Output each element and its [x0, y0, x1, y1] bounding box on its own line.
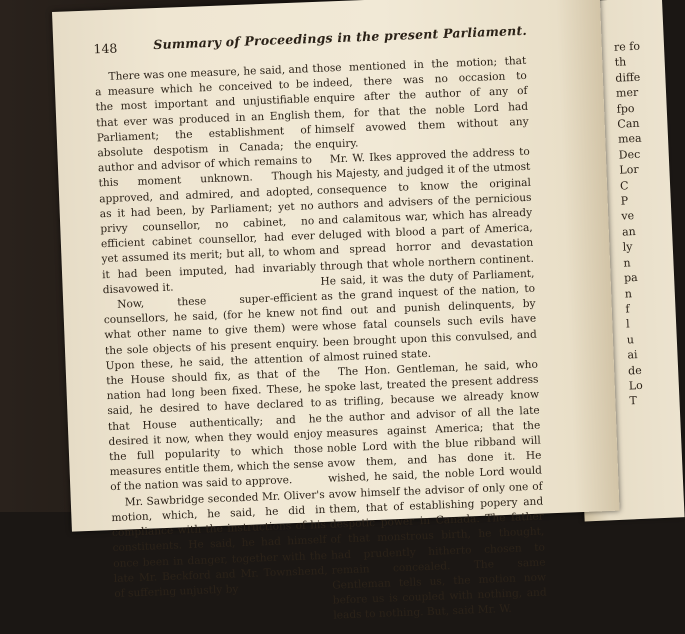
paragraph: Mr. W. Ikes approved the address to his Majesty, and judged it of the utmost consequence to know the original authors and advisers of the pernicious and calamitous war, which has already deluged with blood a part of America, and spread horror and devastation through that whole northern continent. He said, it was the duty of Parliament, as the grand inquest of the nation, to find out and punish delinquents, by whose fatal counsels such evils have been brought upon this convulsed, and almost ruined state.	[316, 145, 537, 364]
edge-text-fragment: ly	[622, 240, 633, 254]
edge-text-fragment: T	[629, 394, 638, 408]
edge-text-fragment: diffe	[615, 70, 641, 85]
edge-text-fragment: Dec	[618, 147, 641, 162]
edge-text-fragment: fpo	[616, 101, 635, 116]
edge-text-fragment: P	[620, 194, 629, 208]
edge-text-fragment: Lo	[628, 378, 644, 393]
running-head	[93, 20, 573, 56]
paragraph: Now, these super-efficient counsellors, he said, (for he knew not what other name to give them) were the sole objects of his present enquiry. Upon these, he said, the attention of the House should fix, as that of the nation had long been fixed. These, he said, he desired to have declared to that House authentically; and he desired it now, when they would enjoy the full popularity to which those measures entitle them, which the sense of the nation was said to approve.	[103, 291, 324, 494]
edge-text-fragment: n	[623, 255, 631, 270]
edge-text-fragment: l	[625, 317, 630, 331]
edge-text-fragment: C	[619, 178, 629, 193]
edge-text-fragment: mer	[615, 85, 639, 100]
edge-text-fragment: u	[626, 332, 635, 347]
paragraph: Mr. Sawbridge seconded Mr. Oliver's motion, which, he said, he did in compliance with the instructions of his constituents. He said, he had himself once been in danger, together with the late Mr. Beckford and Mr. Townshend, of suffering unjustly by	[111, 488, 328, 600]
left-text-column	[94, 62, 328, 600]
edge-text-fragment: pa	[623, 271, 638, 285]
paragraph: those mentioned in the motion; that indeed, there was no occasion to enquire after the author of any of them, for that the noble Lord had himself avowed them without any enquiry.	[312, 54, 529, 152]
edge-text-fragment: Lor	[619, 163, 639, 177]
left-page	[52, 0, 620, 622]
edge-text-fragment: ai	[627, 348, 638, 362]
edge-text-fragment: f	[625, 302, 630, 316]
edge-text-fragment: an	[621, 224, 637, 239]
right-text-column	[312, 54, 547, 622]
page-title: Summary of Proceedings in the present Parliament.	[153, 22, 528, 53]
page-number: 148	[93, 40, 118, 57]
paragraph: There was one measure, he said, and a measure which he conceived to be the most important and unjustifiable that ever was produced in an English Parliament; the establishment of absolute despotism in Canada; the author and advisor of which remains to this moment unknown. Though approved, and admired, and adopted, as it had been, by Parliament; yet no privy counsellor, no cabinet, no efficient cabinet counsellor, had ever yet assumed its merit; but all, to whom it had been imputed, had invariably disavowed it.	[94, 63, 317, 297]
edge-text-fragment: mea	[617, 132, 642, 147]
edge-text-fragment: n	[624, 286, 633, 301]
edge-text-fragment: Can	[617, 116, 640, 131]
edge-text-fragment: th	[614, 55, 627, 70]
right-page-text-edge	[614, 38, 680, 510]
edge-text-fragment: re fo	[613, 39, 641, 54]
edge-text-fragment: de	[627, 363, 642, 377]
edge-text-fragment: ve	[621, 209, 635, 224]
paragraph: The Hon. Gentleman, he said, who spoke last, treated the present address as trifling, because we already know the author and advisor of all the late measures against America; that the noble Lord with the blue ribband will avow them, and has done it. He wished, he said, the noble Lord would avow himself the advisor of only one of them, that of establishing popery and despotic power in Canada. The father of that monstrous birth, he thought, had prudently hitherto chosen to remain concealed. The same Gentleman tells us, the motion now before us is coupled with nothing, and leads to nothing. But, said Mr. W.	[324, 358, 547, 622]
